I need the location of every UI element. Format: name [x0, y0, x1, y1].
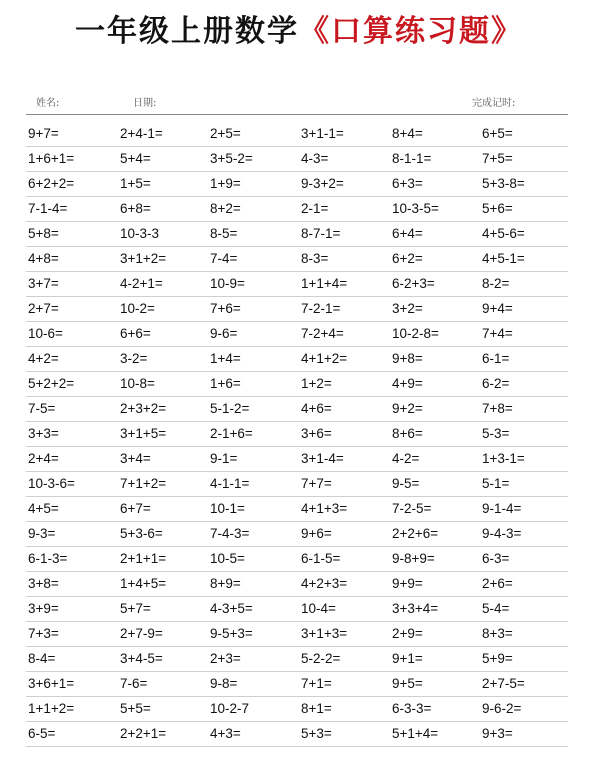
problem-cell: 7-4= — [210, 251, 238, 266]
problem-cell: 5-1= — [482, 476, 510, 491]
problem-row — [26, 122, 568, 147]
problem-cell: 10-3-6= — [28, 476, 75, 491]
problem-cell: 2+6= — [482, 576, 513, 591]
problem-cell: 10-3-3 — [120, 226, 160, 241]
time-label: 完成记时: — [472, 98, 516, 109]
problem-cell: 5+1+4= — [392, 726, 439, 741]
problem-cell: 1+4+5= — [120, 576, 167, 591]
problem-cell: 6-3= — [482, 551, 510, 566]
problem-cell: 1+2= — [301, 376, 332, 391]
problem-cell: 10-2= — [120, 301, 155, 316]
info-bar — [0, 92, 598, 110]
problem-cell: 5+7= — [120, 601, 151, 616]
problem-cell: 1+6= — [210, 376, 241, 391]
problem-cell: 3+8= — [28, 576, 59, 591]
problem-row — [26, 447, 568, 472]
problem-cell: 7+3= — [28, 626, 59, 641]
problem-cell: 9-6-2= — [482, 701, 522, 716]
problem-cell: 8-5= — [210, 226, 238, 241]
problem-row — [26, 497, 568, 522]
problem-cell: 6+4= — [392, 226, 423, 241]
problem-row — [26, 172, 568, 197]
problem-cell: 3-2= — [120, 351, 148, 366]
problem-cell: 1+6+1= — [28, 151, 75, 166]
problem-cell: 4+1+2= — [301, 351, 348, 366]
problem-cell: 6+7= — [120, 501, 151, 516]
problem-cell: 1+4= — [210, 351, 241, 366]
problem-cell: 2+3= — [210, 651, 241, 666]
problem-cell: 3+1-4= — [301, 451, 344, 466]
problem-cell: 7+7= — [301, 476, 332, 491]
problem-cell: 8-3= — [301, 251, 329, 266]
problem-cell: 7+6= — [210, 301, 241, 316]
problem-cell: 4+5-6= — [482, 226, 525, 241]
problem-cell: 2-1+6= — [210, 426, 253, 441]
problem-cell: 2+2+6= — [392, 526, 439, 541]
problem-cell: 9-5= — [392, 476, 420, 491]
problem-cell: 5-1-2= — [210, 401, 250, 416]
problem-row — [26, 622, 568, 647]
problem-cell: 6-1-5= — [301, 551, 341, 566]
problem-cell: 4+8= — [28, 251, 59, 266]
problem-cell: 4+3= — [210, 726, 241, 741]
problem-cell: 7-2-1= — [301, 301, 341, 316]
problem-cell: 3+6+1= — [28, 676, 75, 691]
problem-cell: 9+7= — [28, 126, 59, 141]
problem-cell: 4-3+5= — [210, 601, 253, 616]
problem-cell: 3+2= — [392, 301, 423, 316]
problem-cell: 6-2= — [482, 376, 510, 391]
problem-cell: 1+1+4= — [301, 276, 348, 291]
problem-row — [26, 697, 568, 722]
problem-cell: 6+5= — [482, 126, 513, 141]
problem-cell: 5-4= — [482, 601, 510, 616]
problem-cell: 1+5= — [120, 176, 151, 191]
problem-cell: 9-6= — [210, 326, 238, 341]
problem-cell: 8+9= — [210, 576, 241, 591]
problem-cell: 3+5-2= — [210, 151, 253, 166]
problem-cell: 9-8= — [210, 676, 238, 691]
problem-cell: 10-2-8= — [392, 326, 439, 341]
problem-cell: 8+4= — [392, 126, 423, 141]
problem-cell: 5+3= — [301, 726, 332, 741]
problem-cell: 5-3= — [482, 426, 510, 441]
problem-row — [26, 547, 568, 572]
problem-cell: 5-2-2= — [301, 651, 341, 666]
problem-cell: 9-5+3= — [210, 626, 253, 641]
problem-cell: 6-1-3= — [28, 551, 68, 566]
problem-cell: 6+2= — [392, 251, 423, 266]
problem-row — [26, 147, 568, 172]
problem-cell: 9-3= — [28, 526, 56, 541]
problem-cell: 8-2= — [482, 276, 510, 291]
header-divider — [26, 114, 568, 115]
problem-row — [26, 197, 568, 222]
problem-cell: 4+6= — [301, 401, 332, 416]
problem-cell: 6+8= — [120, 201, 151, 216]
problem-cell: 7-4-3= — [210, 526, 250, 541]
problem-cell: 7-2-5= — [392, 501, 432, 516]
problem-cell: 2+7-5= — [482, 676, 525, 691]
problem-row — [26, 322, 568, 347]
problem-cell: 4-2+1= — [120, 276, 163, 291]
problem-cell: 10-4= — [301, 601, 336, 616]
problem-cell: 5+6= — [482, 201, 513, 216]
problem-cell: 5+9= — [482, 651, 513, 666]
title-highlight: 《口算练习题》 — [299, 14, 523, 49]
problem-cell: 5+5= — [120, 701, 151, 716]
problem-cell: 2+5= — [210, 126, 241, 141]
problem-cell: 10-2-7 — [210, 701, 250, 716]
problem-row — [26, 722, 568, 747]
problem-cell: 9-8+9= — [392, 551, 435, 566]
problem-cell: 3+1-1= — [301, 126, 344, 141]
problem-cell: 8+1= — [301, 701, 332, 716]
problem-cell: 3+9= — [28, 601, 59, 616]
problem-cell: 9-4-3= — [482, 526, 522, 541]
problem-cell: 6+6= — [120, 326, 151, 341]
problem-cell: 2+7= — [28, 301, 59, 316]
problem-row — [26, 372, 568, 397]
problem-grid — [26, 122, 568, 747]
problem-cell: 5+2+2= — [28, 376, 75, 391]
problem-row — [26, 247, 568, 272]
problem-row — [26, 222, 568, 247]
page-title — [0, 12, 598, 52]
problem-row — [26, 347, 568, 372]
problem-cell: 9+2= — [392, 401, 423, 416]
problem-cell: 5+8= — [28, 226, 59, 241]
problem-row — [26, 597, 568, 622]
problem-cell: 9+8= — [392, 351, 423, 366]
problem-cell: 3+1+5= — [120, 426, 167, 441]
problem-row — [26, 297, 568, 322]
problem-cell: 7-2+4= — [301, 326, 344, 341]
problem-cell: 7+1+2= — [120, 476, 167, 491]
problem-cell: 3+4-5= — [120, 651, 163, 666]
problem-cell: 4-2= — [392, 451, 420, 466]
problem-cell: 3+4= — [120, 451, 151, 466]
problem-cell: 9-3+2= — [301, 176, 344, 191]
problem-cell: 10-6= — [28, 326, 63, 341]
problem-cell: 3+3= — [28, 426, 59, 441]
problem-cell: 4+5-1= — [482, 251, 525, 266]
problem-cell: 4+9= — [392, 376, 423, 391]
problem-cell: 5+4= — [120, 151, 151, 166]
problem-cell: 2+2+1= — [120, 726, 167, 741]
title-main: 一年级上册数学 — [75, 14, 299, 49]
problem-cell: 3+1+2= — [120, 251, 167, 266]
problem-cell: 10-1= — [210, 501, 245, 516]
problem-cell: 2+9= — [392, 626, 423, 641]
problem-cell: 6-2+3= — [392, 276, 435, 291]
problem-cell: 6-1= — [482, 351, 510, 366]
date-label: 日期: — [133, 98, 157, 109]
problem-cell: 6-5= — [28, 726, 56, 741]
problem-cell: 2+1+1= — [120, 551, 167, 566]
problem-cell: 5+3-8= — [482, 176, 525, 191]
problem-cell: 8+6= — [392, 426, 423, 441]
problem-row — [26, 647, 568, 672]
problem-cell: 3+7= — [28, 276, 59, 291]
problem-cell: 2+4= — [28, 451, 59, 466]
problem-cell: 1+9= — [210, 176, 241, 191]
problem-cell: 7+1= — [301, 676, 332, 691]
problem-cell: 7+4= — [482, 326, 513, 341]
problem-cell: 2+7-9= — [120, 626, 163, 641]
problem-cell: 7-5= — [28, 401, 56, 416]
problem-row — [26, 572, 568, 597]
problem-cell: 4+1+3= — [301, 501, 348, 516]
problem-cell: 7-1-4= — [28, 201, 68, 216]
problem-cell: 7-6= — [120, 676, 148, 691]
problem-cell: 1+1+2= — [28, 701, 75, 716]
problem-cell: 9+9= — [392, 576, 423, 591]
problem-cell: 6+2+2= — [28, 176, 75, 191]
problem-cell: 8+2= — [210, 201, 241, 216]
problem-cell: 3+6= — [301, 426, 332, 441]
problem-cell: 9-1-4= — [482, 501, 522, 516]
name-label: 姓名: — [36, 98, 60, 109]
problem-cell: 4+5= — [28, 501, 59, 516]
problem-cell: 6+3= — [392, 176, 423, 191]
problem-cell: 4+2+3= — [301, 576, 348, 591]
problem-cell: 9+6= — [301, 526, 332, 541]
problem-cell: 9+5= — [392, 676, 423, 691]
problem-cell: 10-8= — [120, 376, 155, 391]
problem-cell: 6-3-3= — [392, 701, 432, 716]
problem-cell: 8-4= — [28, 651, 56, 666]
problem-row — [26, 672, 568, 697]
problem-row — [26, 472, 568, 497]
problem-row — [26, 422, 568, 447]
problem-row — [26, 522, 568, 547]
problem-row — [26, 397, 568, 422]
problem-cell: 8-1-1= — [392, 151, 432, 166]
problem-cell: 10-3-5= — [392, 201, 439, 216]
problem-cell: 9-1= — [210, 451, 238, 466]
problem-cell: 4-3= — [301, 151, 329, 166]
problem-row — [26, 272, 568, 297]
problem-cell: 7+8= — [482, 401, 513, 416]
problem-cell: 4-1-1= — [210, 476, 250, 491]
problem-cell: 7+5= — [482, 151, 513, 166]
problem-cell: 9+4= — [482, 301, 513, 316]
problem-cell: 8-7-1= — [301, 226, 341, 241]
problem-cell: 8+3= — [482, 626, 513, 641]
problem-cell: 2+4-1= — [120, 126, 163, 141]
problem-cell: 9+1= — [392, 651, 423, 666]
problem-cell: 10-5= — [210, 551, 245, 566]
problem-cell: 2+3+2= — [120, 401, 167, 416]
problem-cell: 4+2= — [28, 351, 59, 366]
problem-cell: 3+3+4= — [392, 601, 439, 616]
problem-cell: 10-9= — [210, 276, 245, 291]
problem-cell: 2-1= — [301, 201, 329, 216]
problem-cell: 9+3= — [482, 726, 513, 741]
problem-cell: 1+3-1= — [482, 451, 525, 466]
problem-cell: 3+1+3= — [301, 626, 348, 641]
problem-cell: 5+3-6= — [120, 526, 163, 541]
